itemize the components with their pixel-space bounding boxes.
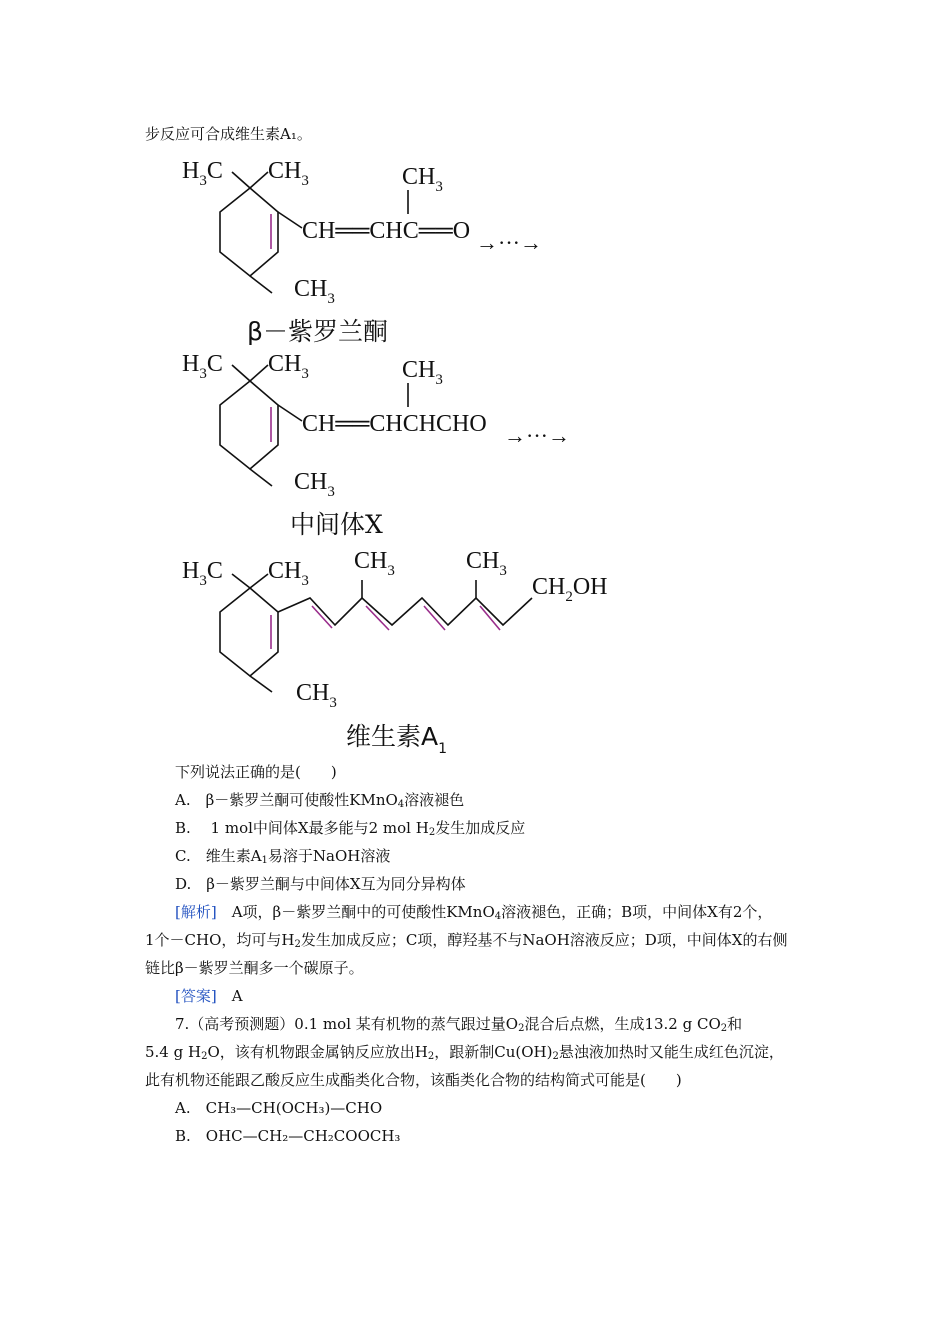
chain-text: CH══CHC══O [302, 218, 471, 244]
q7-line-3: 此有机物还能跟乙酸反应生成酯类化合物，该酯类化合物的结构简式可能是( ) [145, 1071, 682, 1089]
svg-text:H3C: $H_3C$ [182, 351, 223, 382]
svg-text:CH3: $CH_3$ [402, 357, 443, 388]
svg-text:CH3: $CH_3$ [294, 469, 335, 500]
q7-option-b: B. OHC—CH₂—CH₂COOCH₃ [175, 1127, 401, 1145]
option-a: A. β－紫罗兰酮可使酸性KMnO$_4$溶液褪色 [175, 791, 465, 810]
svg-text:CH3: $CH_3$ [268, 351, 309, 382]
analysis-line-3: 链比β－紫罗兰酮多一个碳原子。 [145, 959, 364, 977]
option-b: B. 1 mol中间体X最多能与2 mol $H_2$发生加成反应 [175, 819, 526, 838]
reaction-arrow: →···→ [476, 230, 542, 255]
answer-tag: [答案] [175, 987, 217, 1005]
intro-text: 步反应可合成维生素A₁。 [145, 125, 312, 143]
chain-text: CH══CHCHCHO [302, 411, 487, 437]
svg-text:CH2OH: $CH_2OH$ [532, 574, 608, 605]
svg-text:CH3: $CH_3$ [402, 164, 443, 195]
svg-text:H3C: $H_3C$ [182, 558, 223, 589]
svg-text:CH3: $CH_3$ [268, 158, 309, 189]
analysis-line-2: 1个－CHO，均可与$H_2$发生加成反应；C项，醇羟基不与NaOH溶液反应；D项，中间体X的右侧 [145, 931, 788, 950]
analysis-line-1: [解析] A项，β－紫罗兰酮中的可使酸性KMnO$_4$溶液褪色，正确；B项，中间体X有2个， [175, 903, 773, 922]
structure-beta-ionone [170, 150, 610, 350]
reaction-arrow: →···→ [504, 423, 570, 448]
svg-text:CH3: $CH_3$ [354, 548, 395, 579]
q7-line-1: 7.（高考预测题）0.1 mol 某有机物的蒸气跟过量$O_2$混合后点燃，生成13.2 g $CO_2$和 [175, 1015, 743, 1034]
question-stem: 下列说法正确的是( ) [175, 763, 337, 781]
svg-text:CH3: $CH_3$ [294, 276, 335, 307]
answer-line: [答案] A [175, 987, 243, 1005]
q7-option-a: A. CH₃—CH(OCH₃)—CHO [175, 1099, 383, 1117]
caption-vitamin-a1: 维生素$A_1$ [346, 722, 448, 757]
structure-vitamin-a1 [170, 540, 650, 720]
svg-text:CH3: $CH_3$ [268, 558, 309, 589]
q7-line-2: 5.4 g $H_2O$，该有机物跟金属钠反应放出$H_2$，跟新制$Cu(OH)_2$悬浊液加热时又能生成红色沉淀， [145, 1043, 784, 1062]
svg-text:H3C: $H_3C$ [182, 158, 223, 189]
analysis-tag: [解析] [175, 903, 217, 921]
caption-beta-ionone: β－紫罗兰酮 [247, 317, 388, 346]
svg-text:CH3: $CH_3$ [466, 548, 507, 579]
option-c: C. 维生素$A_1$易溶于NaOH溶液 [175, 847, 391, 866]
caption-intermediate-x: 中间体X [290, 510, 383, 539]
structure-intermediate-x [170, 343, 610, 543]
svg-text:CH3: $CH_3$ [296, 680, 337, 711]
option-d: D. β－紫罗兰酮与中间体X互为同分异构体 [175, 875, 466, 893]
